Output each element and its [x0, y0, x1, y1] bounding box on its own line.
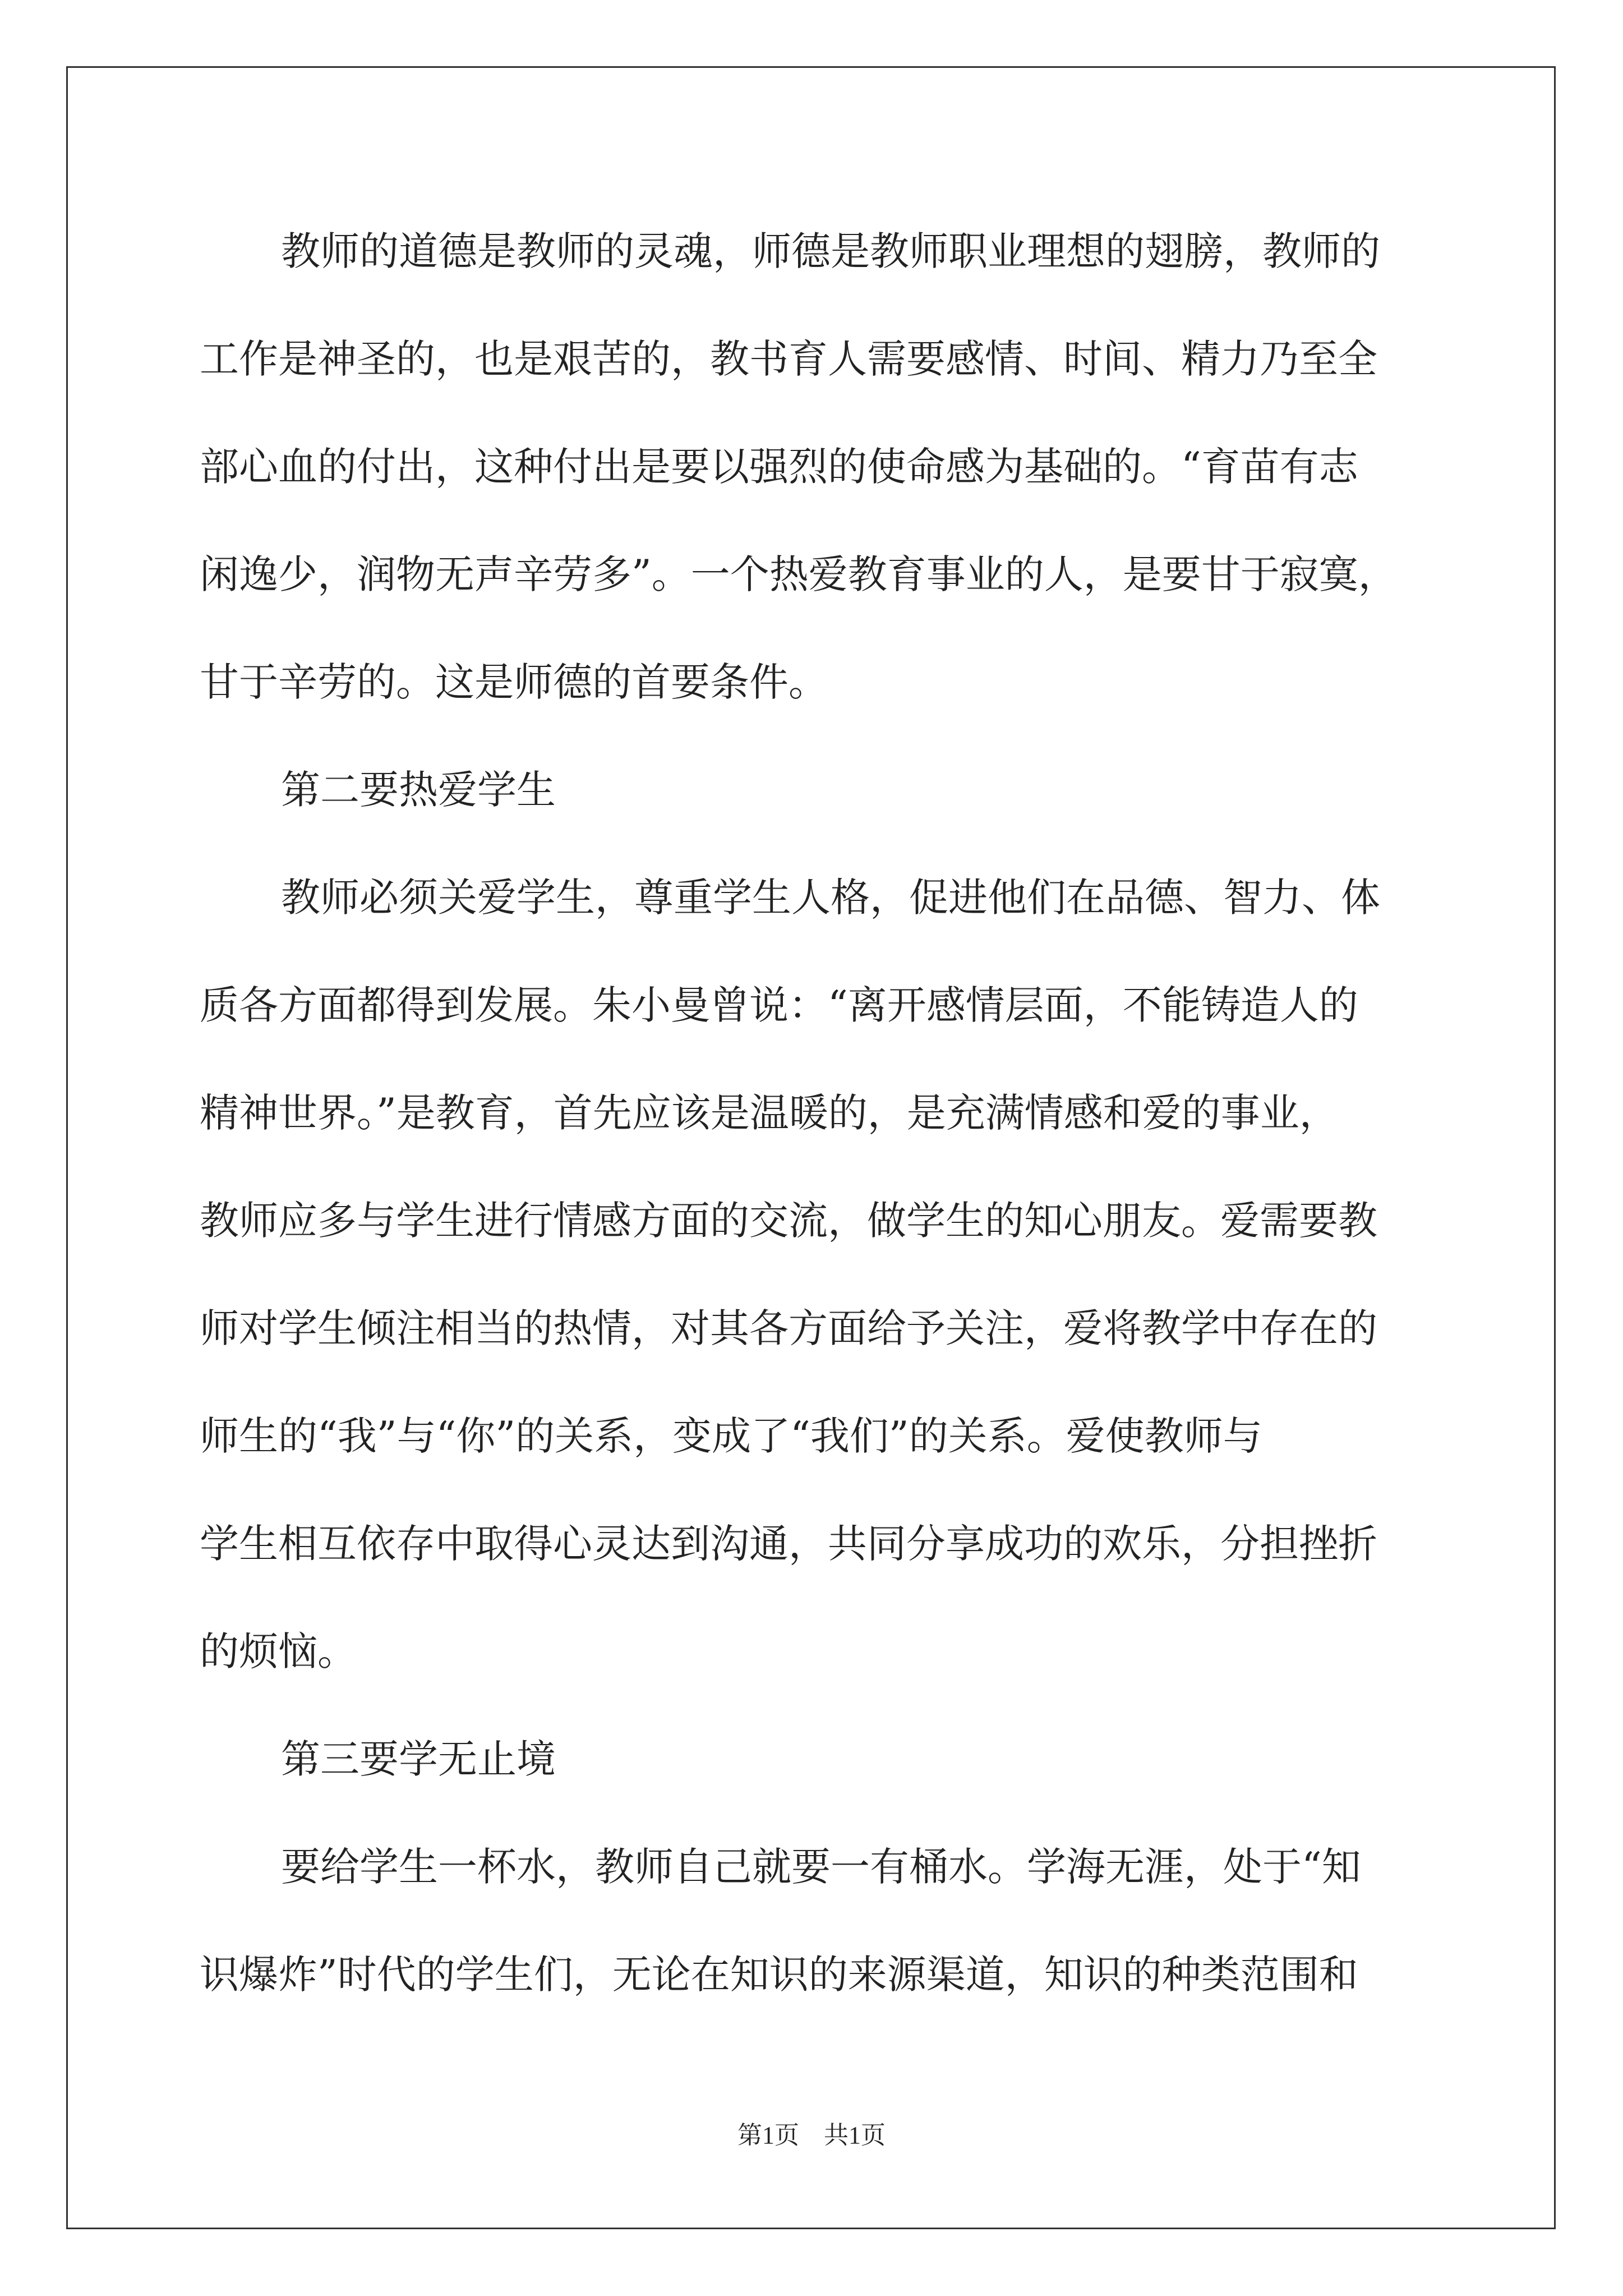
text-line: 闲逸少，润物无声辛劳多”。一个热爱教育事业的人，是要甘于寂寞，: [200, 551, 1398, 597]
text-line: 教师必须关爱学生，尊重学生人格，促进他们在品德、智力、体: [281, 875, 1380, 921]
text-line: 精神世界。”是教育，首先应该是温暖的，是充满情感和爱的事业，: [200, 1090, 1339, 1136]
text-line: 质各方面都得到发展。朱小曼曾说：“离开感情层面，不能铸造人的: [200, 982, 1358, 1028]
text-line: 部心血的付出，这种付出是要以强烈的使命感为基础的。“育苗有志: [200, 444, 1358, 490]
page-number-footer: 第1页 共1页: [737, 2122, 886, 2149]
text-line: 要给学生一杯水，教师自己就要一有桶水。学海无涯，处于“知: [281, 1844, 1361, 1890]
text-line: 师生的“我”与“你”的关系，变成了“我们”的关系。爱使教师与: [200, 1413, 1262, 1459]
text-line: 甘于辛劳的。这是师德的首要条件。: [200, 659, 828, 705]
text-line: 教师应多与学生进行情感方面的交流，做学生的知心朋友。爱需要教: [200, 1198, 1377, 1244]
text-line: 学生相互依存中取得心灵达到沟通，共同分享成功的欢乐，分担挫折: [200, 1521, 1377, 1567]
section-heading: 第三要学无止境: [281, 1736, 556, 1782]
text-line: 的烦恼。: [200, 1628, 357, 1674]
text-line: 工作是神圣的，也是艰苦的，教书育人需要感情、时间、精力乃至全: [200, 336, 1377, 382]
section-heading: 第二要热爱学生: [281, 767, 556, 813]
text-line: 识爆炸”时代的学生们，无论在知识的来源渠道，知识的种类范围和: [200, 1952, 1358, 1998]
text-line: 师对学生倾注相当的热情，对其各方面给予关注，爱将教学中存在的: [200, 1305, 1377, 1351]
text-line: 教师的道德是教师的灵魂，师德是教师职业理想的翅膀，教师的: [281, 228, 1380, 274]
document-body: [200, 221, 1456, 2052]
